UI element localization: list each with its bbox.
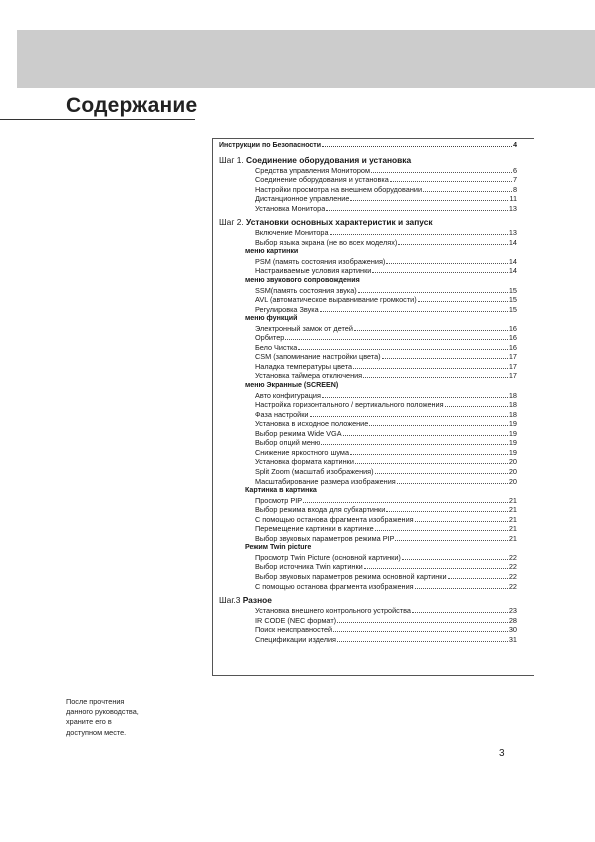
toc-entry[interactable] <box>219 204 517 214</box>
toc-subheading[interactable]: Режим Twin picture <box>245 543 312 552</box>
note-line: храните его в <box>66 717 112 727</box>
leader-dots <box>415 515 508 522</box>
toc-entry-page: 23 <box>508 606 517 616</box>
toc-subheading[interactable]: меню функций <box>245 314 298 323</box>
toc-entry-page: 20 <box>508 466 517 476</box>
toc-entry[interactable] <box>219 286 517 296</box>
toc-entry-page: 4 <box>513 142 517 149</box>
toc-entry-page: 19 <box>508 438 517 448</box>
toc-entry-page: 22 <box>508 552 517 562</box>
toc-entry-page: 16 <box>508 323 517 333</box>
toc-entry-label: Регулировка Звука <box>255 304 319 314</box>
leader-dots <box>372 266 508 273</box>
leader-dots <box>375 467 508 474</box>
toc-entry[interactable] <box>219 582 517 592</box>
toc-entry[interactable] <box>219 505 517 515</box>
note-line: данного руководства, <box>66 707 139 717</box>
toc-entry[interactable] <box>219 185 517 195</box>
toc-entry-page: 18 <box>508 409 517 419</box>
leader-dots <box>445 400 508 407</box>
toc-entry-page: 28 <box>508 615 517 625</box>
toc-entry-label: Выбор режима входа для субкартинки <box>255 505 386 515</box>
leader-dots <box>354 324 508 331</box>
toc-entry[interactable] <box>219 175 517 185</box>
leader-dots <box>375 524 508 531</box>
chapter-step: Шаг 2. <box>219 217 244 228</box>
toc-entry-page: 18 <box>508 390 517 400</box>
page-title: Содержание <box>66 94 198 117</box>
table-of-contents <box>219 140 517 644</box>
toc-entry-label: Перемещение картинки в картинке <box>255 524 374 534</box>
toc-entry[interactable] <box>219 429 517 439</box>
toc-entry-page: 14 <box>508 266 517 276</box>
toc-entry-label: IR CODE (NEC формат) <box>255 615 337 625</box>
leader-dots <box>364 562 508 569</box>
toc-entry-label: Поиск неисправностей <box>255 625 333 635</box>
chapter-heading[interactable] <box>219 155 517 166</box>
toc-entry-page: 17 <box>508 361 517 371</box>
toc-entry[interactable] <box>219 477 517 487</box>
toc-entry-page: 21 <box>508 514 517 524</box>
toc-entry-page: 7 <box>512 175 517 185</box>
toc-entry-label: Средства управления Монитором <box>255 165 370 175</box>
toc-entry[interactable] <box>219 616 517 626</box>
toc-entry[interactable] <box>219 362 517 372</box>
toc-entry-label: Дистанционное управление <box>255 194 350 204</box>
toc-entry[interactable] <box>219 305 517 315</box>
toc-entry[interactable] <box>219 562 517 572</box>
toc-entry-label: Установка Монитора <box>255 203 326 213</box>
leader-dots <box>333 625 508 632</box>
toc-entry-label: Установка в исходное положение <box>255 419 369 429</box>
toc-entry-label: Выбор опций меню <box>255 438 321 448</box>
toc-chapters <box>219 155 517 645</box>
toc-entry-label: Соединение оборудования и установка <box>255 175 389 185</box>
leader-dots <box>397 477 508 484</box>
toc-entry-page: 31 <box>508 634 517 644</box>
toc-entry-page: 21 <box>508 495 517 505</box>
toc-entry[interactable] <box>219 266 517 276</box>
storage-note <box>66 697 176 738</box>
toc-entry-page: 15 <box>508 285 517 295</box>
leader-dots <box>310 410 508 417</box>
leader-dots <box>285 333 508 340</box>
leader-dots <box>412 606 508 613</box>
toc-entry-page: 13 <box>508 228 517 238</box>
toc-entry-page: 19 <box>508 447 517 457</box>
toc-entry[interactable] <box>219 572 517 582</box>
leader-dots <box>386 505 508 512</box>
leader-dots <box>358 286 508 293</box>
toc-entry-label: Выбор источника Twin картинки <box>255 562 363 572</box>
toc-subheading[interactable]: меню звукового сопровождения <box>245 276 360 285</box>
toc-chapter <box>219 217 517 591</box>
leader-dots <box>322 391 508 398</box>
toc-entry[interactable] <box>219 371 517 381</box>
toc-entry-page: 21 <box>508 533 517 543</box>
leader-dots <box>395 534 507 541</box>
leader-dots <box>386 257 508 264</box>
toc-entry-safety[interactable] <box>219 140 517 150</box>
toc-entry-page: 18 <box>508 400 517 410</box>
toc-entry-page: 15 <box>508 304 517 314</box>
toc-entry[interactable] <box>219 166 517 176</box>
toc-entry-label: Выбор звуковых параметров режима PIP <box>255 533 395 543</box>
toc-entry-label: С помощью останова фрагмента изображения <box>255 581 414 591</box>
toc-entry-page: 22 <box>508 562 517 572</box>
toc-subheading[interactable]: меню Экранные (SCREEN) <box>245 381 339 390</box>
toc-entry-label: PSM (память состояния изображения) <box>255 256 386 266</box>
toc-entry-label: Установка формата картинки <box>255 457 354 467</box>
toc-entry-page: 22 <box>508 581 517 591</box>
header-band <box>17 30 595 88</box>
chapter-title: Установки основных характеристик и запуск <box>246 217 433 228</box>
toc-entry-label: Просмотр Twin Picture (основной картинки) <box>255 552 401 562</box>
toc-entry-page: 20 <box>508 457 517 467</box>
leader-dots <box>390 175 512 182</box>
toc-entry-label: AVL (автоматическое выравнивание громкости) <box>255 295 417 305</box>
toc-chapter <box>219 155 517 214</box>
chapter-step: Шаг 1. <box>219 154 244 165</box>
toc-entry-page: 16 <box>508 333 517 343</box>
toc-entry-label: Настраиваемые условия картинки <box>255 266 372 276</box>
toc-entry-label: Просмотр PIP <box>255 495 303 505</box>
toc-entry-label: Выбор режима Wide VGA <box>255 428 342 438</box>
chapter-step: Шаг.3 <box>219 595 241 606</box>
toc-subheading[interactable]: меню картинки <box>245 247 299 256</box>
toc-entry-page: 13 <box>508 203 517 213</box>
toc-entry-page: 21 <box>508 505 517 515</box>
toc-entry[interactable] <box>219 553 517 563</box>
toc-entry[interactable] <box>219 448 517 458</box>
toc-entry[interactable] <box>219 496 517 506</box>
chapter-heading[interactable] <box>219 595 517 606</box>
toc-entry-label: Инструкции по Безопасности <box>219 142 322 149</box>
leader-dots <box>350 194 508 201</box>
toc-entry-page: 19 <box>508 428 517 438</box>
toc-entry-label: Настройка горизонтального / вертикального положения <box>255 400 444 410</box>
leader-dots <box>298 343 508 350</box>
leader-dots <box>337 635 508 642</box>
chapter-heading[interactable] <box>219 217 517 228</box>
leader-dots <box>320 305 508 312</box>
leader-dots <box>326 204 508 211</box>
leader-dots <box>371 166 512 173</box>
leader-dots <box>303 496 508 503</box>
toc-entry[interactable] <box>219 534 517 544</box>
note-line: доступном месте. <box>66 727 127 737</box>
toc-entry-label: Бело Чистка <box>255 342 298 352</box>
page-number: 3 <box>499 748 505 759</box>
toc-entry-page: 17 <box>508 371 517 381</box>
leader-dots <box>415 582 508 589</box>
toc-chapter <box>219 595 517 644</box>
toc-entry[interactable] <box>219 391 517 401</box>
toc-subheading[interactable]: Картинка в картинка <box>245 486 317 495</box>
leader-dots <box>355 457 508 464</box>
toc-entry[interactable] <box>219 524 517 534</box>
toc-entry[interactable] <box>219 343 517 353</box>
toc-entry[interactable] <box>219 400 517 410</box>
toc-entry[interactable] <box>219 419 517 429</box>
toc-entry[interactable] <box>219 295 517 305</box>
leader-dots <box>398 238 508 245</box>
toc-entry-page: 30 <box>508 625 517 635</box>
toc-top-border <box>212 138 534 139</box>
toc-entry-page: 16 <box>508 342 517 352</box>
toc-entry[interactable] <box>219 333 517 343</box>
toc-entry-label: С помощью останова фрагмента изображения <box>255 514 414 524</box>
toc-entry-page: 14 <box>508 256 517 266</box>
leader-dots <box>343 429 508 436</box>
toc-entry-label: Масштабирование размера изображения <box>255 476 396 486</box>
leader-dots <box>353 362 508 369</box>
leader-dots <box>382 352 508 359</box>
leader-dots <box>321 438 507 445</box>
leader-dots <box>363 371 508 378</box>
chapter-title: Соединение оборудования и установка <box>246 154 412 165</box>
leader-dots <box>350 448 508 455</box>
chapter-title: Разное <box>242 595 272 606</box>
toc-entry-page: 20 <box>508 476 517 486</box>
leader-dots <box>369 419 508 426</box>
toc-entry[interactable] <box>219 410 517 420</box>
toc-entry[interactable] <box>219 238 517 248</box>
toc-entry-label: Снижение яркостного шума <box>255 447 350 457</box>
leader-dots <box>337 616 508 623</box>
toc-entry-label: Установка внешнего контрольного устройства <box>255 606 411 616</box>
toc-entry-page: 8 <box>512 184 517 194</box>
leader-dots <box>330 228 508 235</box>
toc-entry-label: Установка таймера отключения <box>255 371 363 381</box>
toc-entry[interactable] <box>219 194 517 204</box>
toc-entry[interactable] <box>219 228 517 238</box>
toc-entry-page: 14 <box>508 237 517 247</box>
toc-entry-label: Выбор языка экрана (не во всех моделях) <box>255 237 398 247</box>
toc-bottom-border <box>212 675 534 676</box>
leader-dots <box>322 140 512 147</box>
toc-entry-label: Авто конфигурация <box>255 390 321 400</box>
toc-entry[interactable] <box>219 257 517 267</box>
toc-entry[interactable] <box>219 324 517 334</box>
toc-entry-label: Электронный замок от детей <box>255 323 353 333</box>
leader-dots <box>423 185 512 192</box>
toc-entry[interactable] <box>219 352 517 362</box>
toc-entry[interactable] <box>219 635 517 645</box>
toc-entry-label: Наладка температуры цвета <box>255 361 353 371</box>
toc-entry-label: Включение Монитора <box>255 228 329 238</box>
toc-entry-label: Спецификации изделия <box>255 634 337 644</box>
note-line: После прочтения <box>66 697 125 706</box>
toc-entry-page: 11 <box>509 194 517 204</box>
toc-entry-label: SSM(память состояния звука) <box>255 285 357 295</box>
leader-dots <box>418 295 508 302</box>
toc-entry[interactable] <box>219 625 517 635</box>
toc-entry[interactable] <box>219 438 517 448</box>
toc-entry[interactable] <box>219 515 517 525</box>
toc-entry[interactable] <box>219 467 517 477</box>
leader-dots <box>448 572 508 579</box>
toc-entry-page: 22 <box>508 571 517 581</box>
title-underline <box>0 119 195 120</box>
toc-entry[interactable] <box>219 606 517 616</box>
toc-entry-label: CSM (запоминание настройки цвета) <box>255 352 381 362</box>
toc-entry-label: Выбор звуковых параметров режима основной картинки <box>255 571 447 581</box>
toc-entry-page: 6 <box>512 165 517 175</box>
toc-entry-label: Орбитер <box>255 333 285 343</box>
toc-entry-page: 19 <box>508 419 517 429</box>
toc-entry-label: Настройки просмотра на внешнем оборудовании <box>255 184 423 194</box>
toc-entry-label: Фаза настройки <box>255 409 309 419</box>
toc-entry-page: 21 <box>508 524 517 534</box>
toc-entry-label: Split Zoom (масштаб изображения) <box>255 466 374 476</box>
toc-entry[interactable] <box>219 457 517 467</box>
leader-dots <box>402 553 508 560</box>
toc-entry-page: 17 <box>508 352 517 362</box>
toc-left-border <box>212 138 213 675</box>
toc-entry-page: 15 <box>508 295 517 305</box>
